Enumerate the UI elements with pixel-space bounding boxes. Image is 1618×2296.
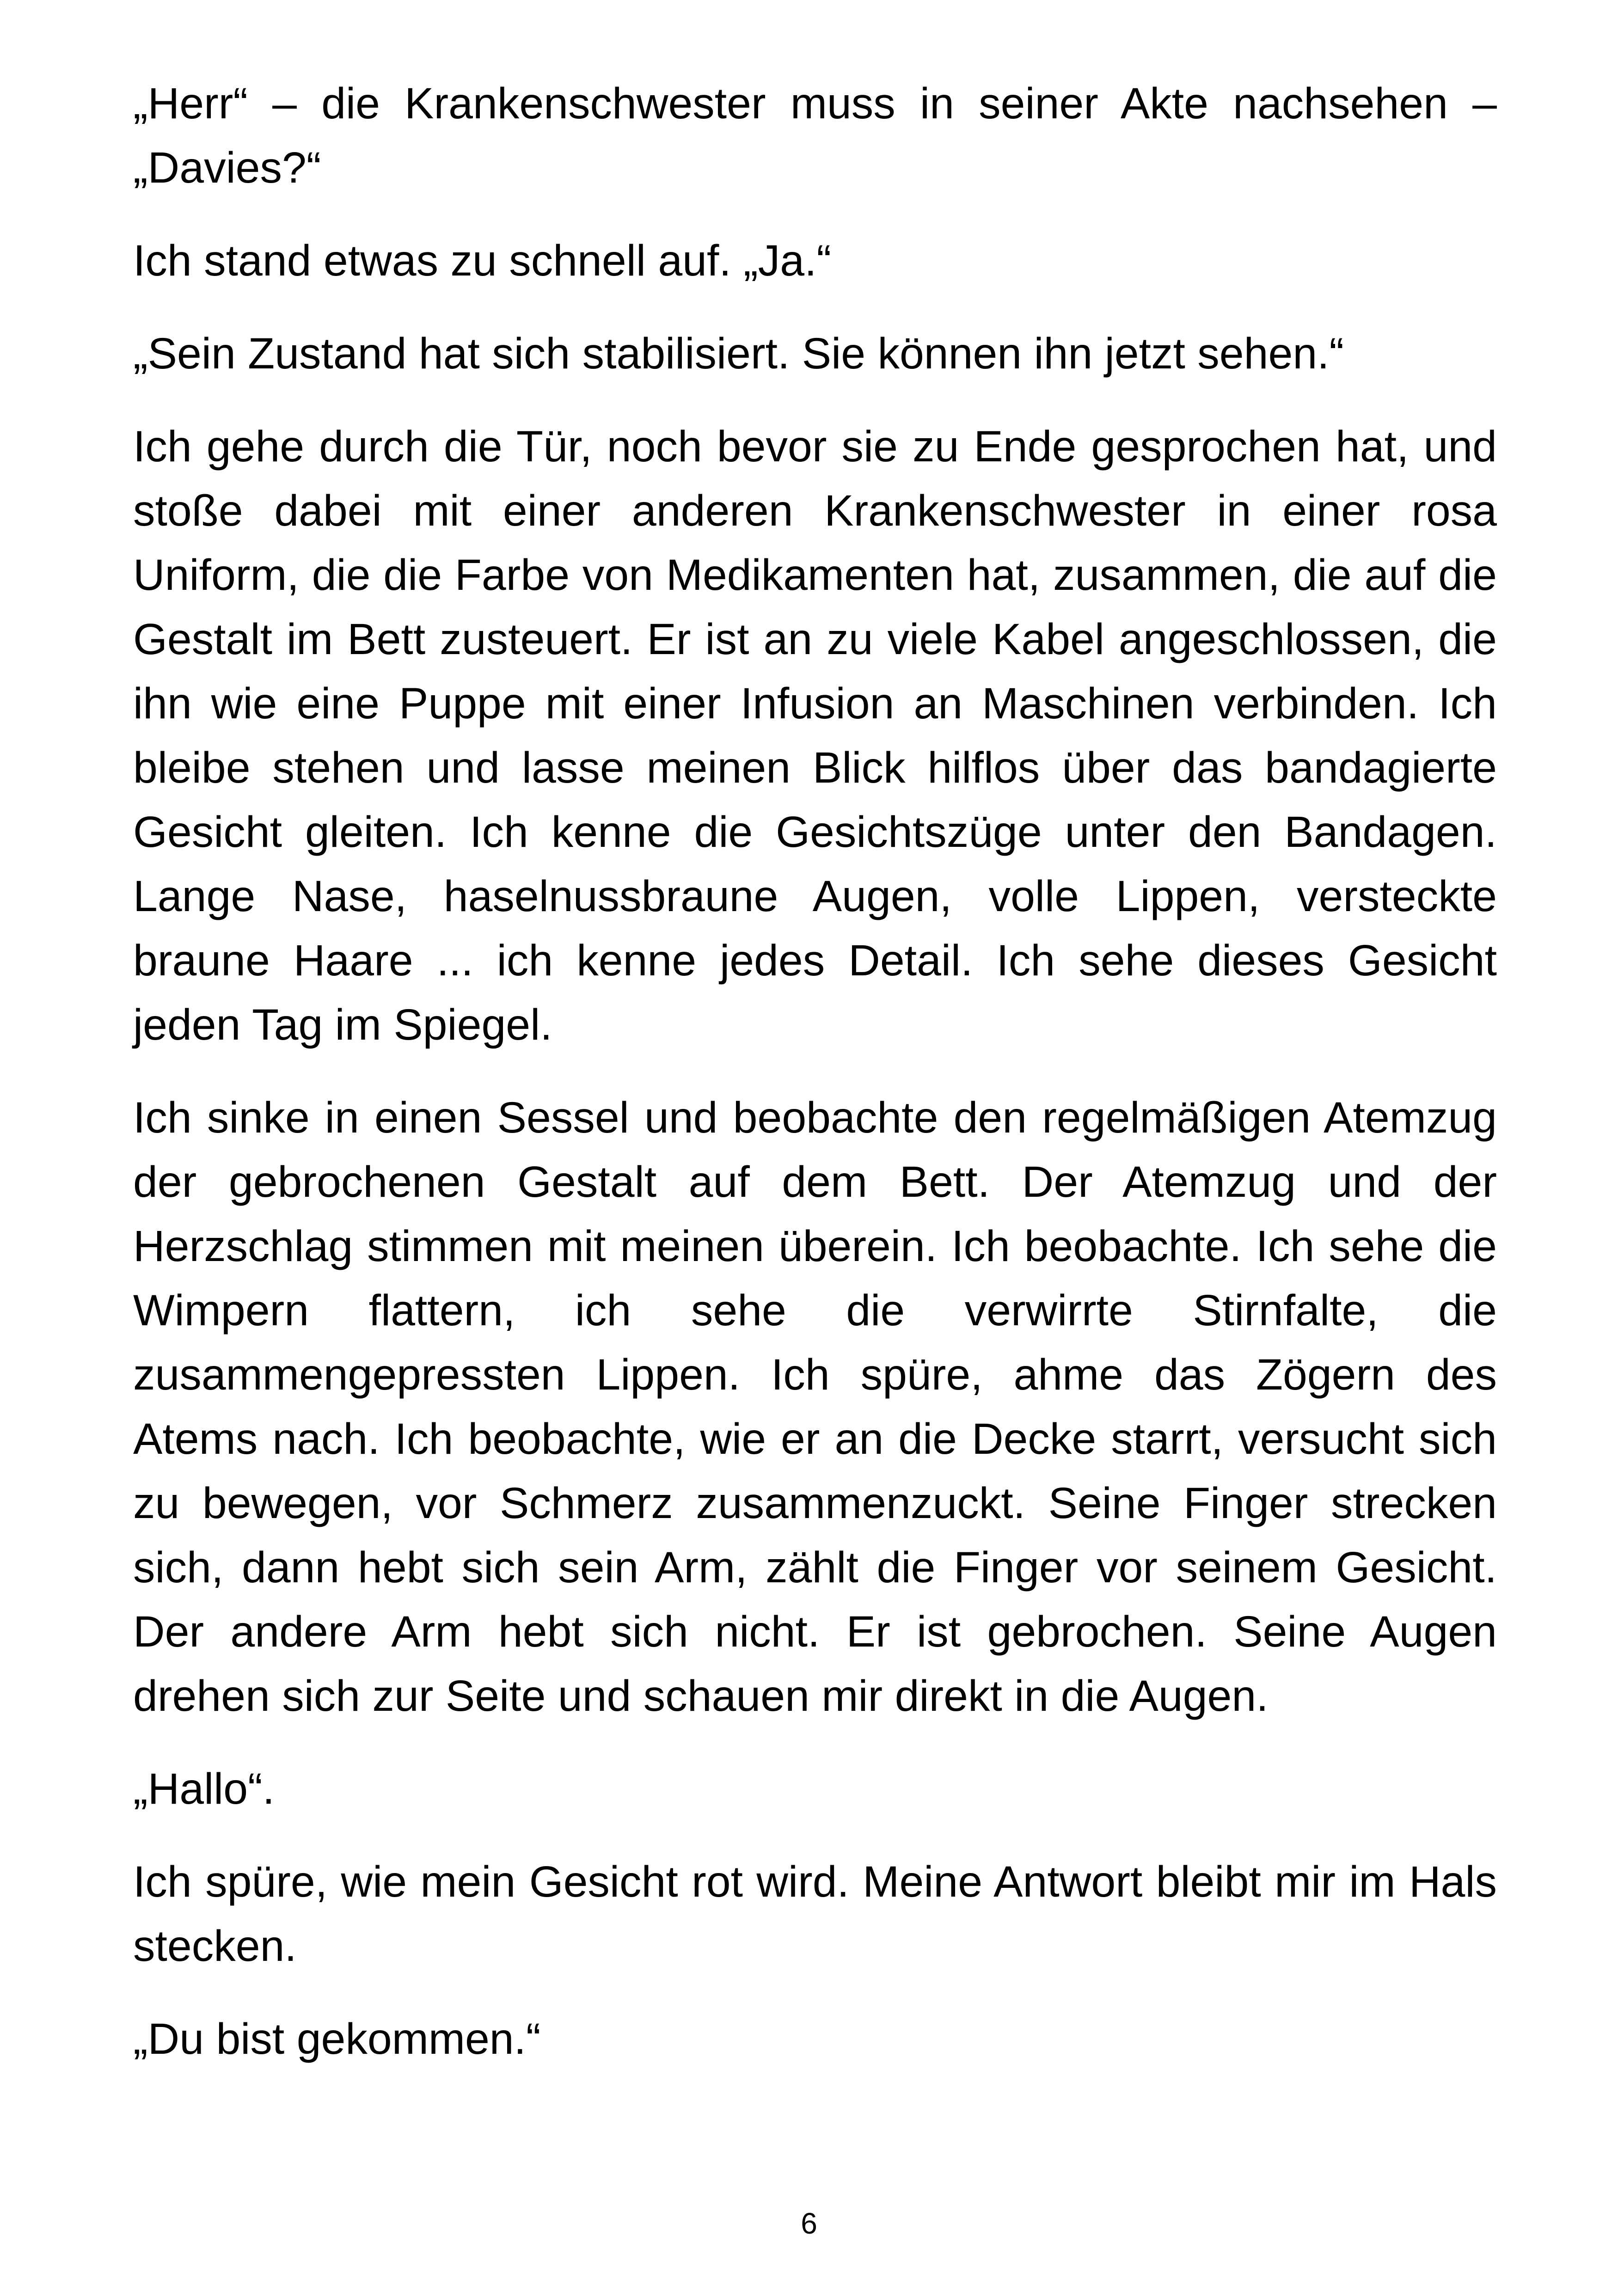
paragraph-observe: Ich sinke in einen Sessel und beobachte den regelmäßigen Atemzug der gebrochenen Gestalt auf dem Bett. Der Atemzug und der Herzschlag stimmen mit meinen überein. Ich beobachte. Ich sehe die Wimpern flattern, ich sehe die verwirrte Stirnfalte, die zusammengepressten Lippen. Ich spüre, ahme das Zögern des Atems nach. Ich beobachte, wie er an die Decke starrt, versucht sich zu bewegen, vor Schmerz zusammenzuckt. Seine Finger strecken sich, dann hebt sich sein Arm, zählt die Finger vor seinem Gesicht. Der andere Arm hebt sich nicht. Er ist gebrochen. Seine Augen drehen sich zur Seite und schauen mir direkt in die Augen.: [133, 1093, 1497, 1720]
paragraph-hallo: „Hallo“.: [133, 1764, 275, 1813]
paragraph-nurse-question: „Herr“ – die Krankenschwester muss in seiner Akte nachsehen – „Davies?“: [133, 79, 1497, 192]
paragraph-stood-up: Ich stand etwas zu schnell auf. „Ja.“: [133, 236, 832, 285]
paragraph-you-came: „Du bist gekommen.“: [133, 2014, 541, 2063]
paragraph-face-red: Ich spüre, wie mein Gesicht rot wird. Meine Antwort bleibt mir im Hals stecken.: [133, 1857, 1497, 1971]
paragraph-enter-room: Ich gehe durch die Tür, noch bevor sie zu Ende gesprochen hat, und stoße dabei mit einer anderen Krankenschwester in einer rosa Uniform, die die Farbe von Medikamenten hat, zusammen, die auf die Gestalt im Bett zusteuert. Er ist an zu viele Kabel angeschlossen, die ihn wie eine Puppe mit einer Infusion an Maschinen verbinden. Ich bleibe stehen und lasse meinen Blick hilflos über das bandagierte Gesicht gleiten. Ich kenne die Gesichtszüge unter den Bandagen. Lange Nase, haselnussbraune Augen, volle Lippen, versteckte braune Haare ... ich kenne jedes Detail. Ich sehe dieses Gesicht jeden Tag im Spiegel.: [133, 422, 1497, 1049]
body-text: [133, 72, 1497, 2100]
paragraph-condition-stable: „Sein Zustand hat sich stabilisiert. Sie können ihn jetzt sehen.“: [133, 329, 1344, 378]
page-number: 6: [801, 2207, 817, 2240]
